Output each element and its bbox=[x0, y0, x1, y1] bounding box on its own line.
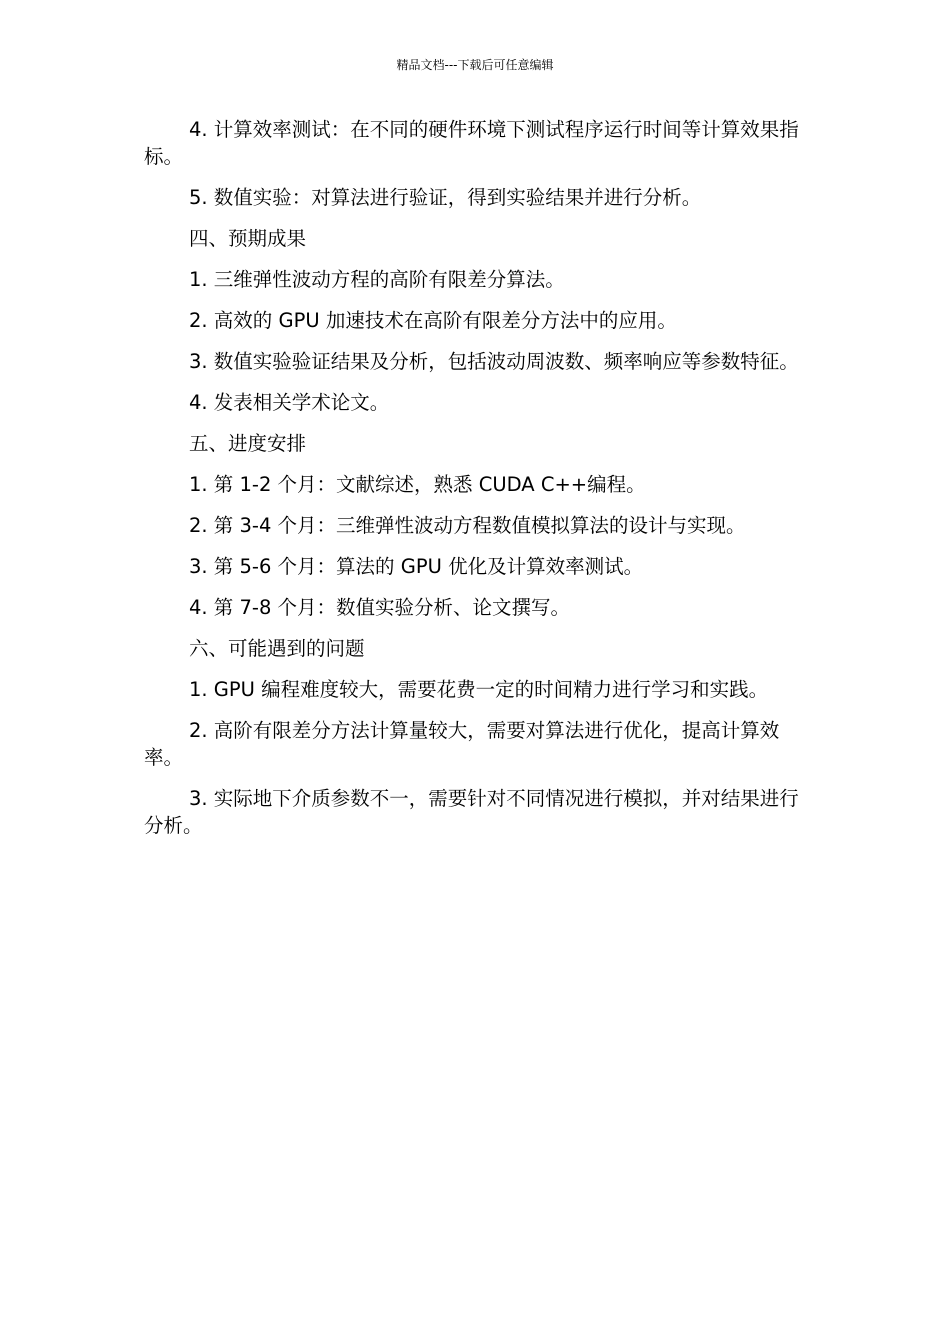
paragraph-efficiency-test: 4. 计算效率测试：在不同的硬件环境下测试程序运行时间等计算效果指标。 bbox=[144, 118, 799, 168]
list-item: 2. 第 3-4 个月：三维弹性波动方程数值模拟算法的设计与实现。 bbox=[189, 514, 746, 537]
list-item: 4. 第 7-8 个月：数值实验分析、论文撰写。 bbox=[189, 596, 571, 619]
list-item: 3. 第 5-6 个月：算法的 GPU 优化及计算效率测试。 bbox=[189, 555, 644, 578]
paragraph-numerical-experiment: 5. 数值实验：对算法进行验证，得到实验结果并进行分析。 bbox=[189, 186, 702, 209]
section-heading-expected-results: 四、预期成果 bbox=[189, 227, 307, 250]
list-item: 2. 高阶有限差分方法计算量较大，需要对算法进行优化，提高计算效率。 bbox=[144, 719, 780, 769]
list-item: 4. 发表相关学术论文。 bbox=[189, 391, 390, 414]
list-item: 1. 第 1-2 个月：文献综述，熟悉 CUDA C++编程。 bbox=[189, 473, 646, 496]
list-item: 2. 高效的 GPU 加速技术在高阶有限差分方法中的应用。 bbox=[189, 309, 677, 332]
document-body bbox=[144, 116, 800, 853]
section-heading-schedule: 五、进度安排 bbox=[189, 432, 307, 455]
list-item: 3. 数值实验验证结果及分析，包括波动周波数、频率响应等参数特征。 bbox=[189, 350, 799, 373]
list-item: 3. 实际地下介质参数不一，需要针对不同情况进行模拟，并对结果进行分析。 bbox=[144, 787, 799, 837]
section-heading-possible-problems: 六、可能遇到的问题 bbox=[189, 637, 365, 660]
list-item: 1. GPU 编程难度较大，需要花费一定的时间精力进行学习和实践。 bbox=[189, 678, 769, 701]
list-item: 1. 三维弹性波动方程的高阶有限差分算法。 bbox=[189, 268, 565, 291]
page-header: 精品文档---下载后可任意编辑 bbox=[396, 58, 554, 72]
